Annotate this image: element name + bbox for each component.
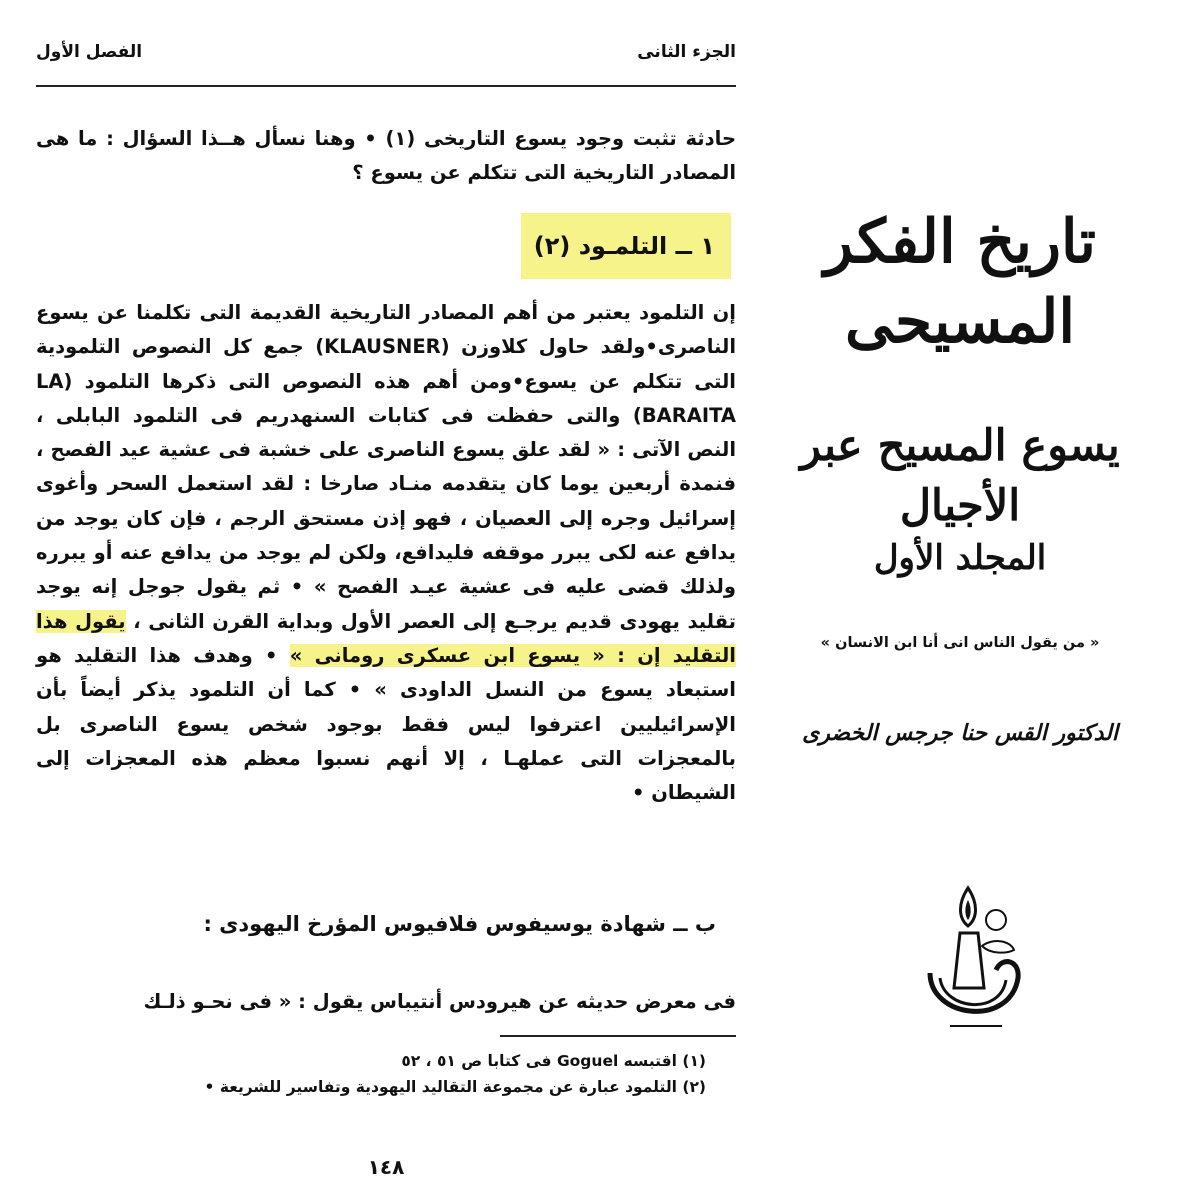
highlighted-quote: يقول هذا التقليد إن : « يسوع ابن عسكرى رومانى » — [36, 609, 736, 667]
running-head-chapter: الفصل الأول — [36, 42, 143, 62]
cover-author: الدكتور القس حنا جرجس الخضرى — [802, 720, 1118, 746]
talmud-text-after: • وهدف هذا التقليد هو استبعاد يسوع من النسل الداودى » • كما أن التلمود يذكر أيضاً بأن الإسرائيليين اعترفوا ليس فقط بوجود شخص يسوع الناصرى بل بالمعجزات التى عملهـا ، إلا أنهم نسبوا معظم هذه المعجزات إلى الشيطان • — [36, 643, 736, 805]
footnotes — [36, 1048, 736, 1100]
cover-quote: « من يقول الناس انى أنا ابن الانسان » — [820, 635, 1100, 651]
josephus-paragraph: فى معرض حديثه عن هيرودس أنتيباس يقول : « فى نحـو ذلـك — [143, 990, 736, 1013]
cover-subtitle: يسوع المسيح عبر الأجيال — [800, 421, 1120, 531]
footnote-1: (١) اقتبسه Goguel فى كتابا ص ٥١ ، ٥٢ — [401, 1052, 706, 1070]
talmud-text-before: إن التلمود يعتبر من أهم المصادر التاريخية القديمة التى تكلمنا عن يسوع الناصرى•ولقد حاول كلاوزن (KLAUSNER) جمع كل النصوص التلمودية التى تتكلم عن يسوع•ومن أهم هذه النصوص التى ذكرها التلمود (LA BARAITA) والتى حفظت فى كتابات السنهدريم فى التلمود البابلى ، النص الآتى : « لقد علق يسوع الناصرى على خشبة فى عشية عيد الفصح ، فنمدة أربعين يوما كان يتقدمه منـاد صارخا : لقد استعمل السحر وأغوى إسرائيل وجره إلى العصيان ، فهو إذن مستحق الرجم ، فإن كان يوجد من يدافع عنه لكى يبرر موقفه فليدافع، ولكن لم يوجد من يدافع عنه أو يبرره ولذلك قضى عليه فى عشية عيـد الفصح » • ثم يقول جوجل إنه يوجد تقليد يهودى قديم يرجـع إلى العصر الأول وبداية القرن الثانى ، — [36, 301, 737, 633]
footnote-rule — [500, 1035, 736, 1037]
header-rule — [36, 85, 736, 87]
intro-paragraph: حادثة تثبت وجود يسوع التاريخى (١) • وهنا نسأل هــذا السؤال : ما هى المصادر التاريخية التى تتكلم عن يسوع ؟ — [36, 127, 737, 185]
cover-volume: المجلد الأول — [873, 538, 1047, 578]
footnote-2: (٢) التلمود عبارة عن مجموعة التقاليد اليهودية وتفاسير للشريعة • — [204, 1078, 706, 1096]
section-b-heading: ب ــ شهادة يوسيفوس فلافيوس المؤرخ اليهودى : — [203, 912, 716, 936]
running-head-part: الجزء الثانى — [637, 42, 736, 62]
running-head — [36, 42, 736, 74]
publisher-lamp-logo-icon — [910, 878, 1030, 1038]
section-a-heading: ١ ــ التلمـود (٢) — [521, 213, 731, 279]
cover-title: تاريخ الفكر المسيحى — [824, 207, 1096, 357]
talmud-paragraph — [36, 296, 736, 810]
book-cover — [760, 190, 1160, 1070]
page-number: ١٤٨ — [367, 1155, 405, 1179]
